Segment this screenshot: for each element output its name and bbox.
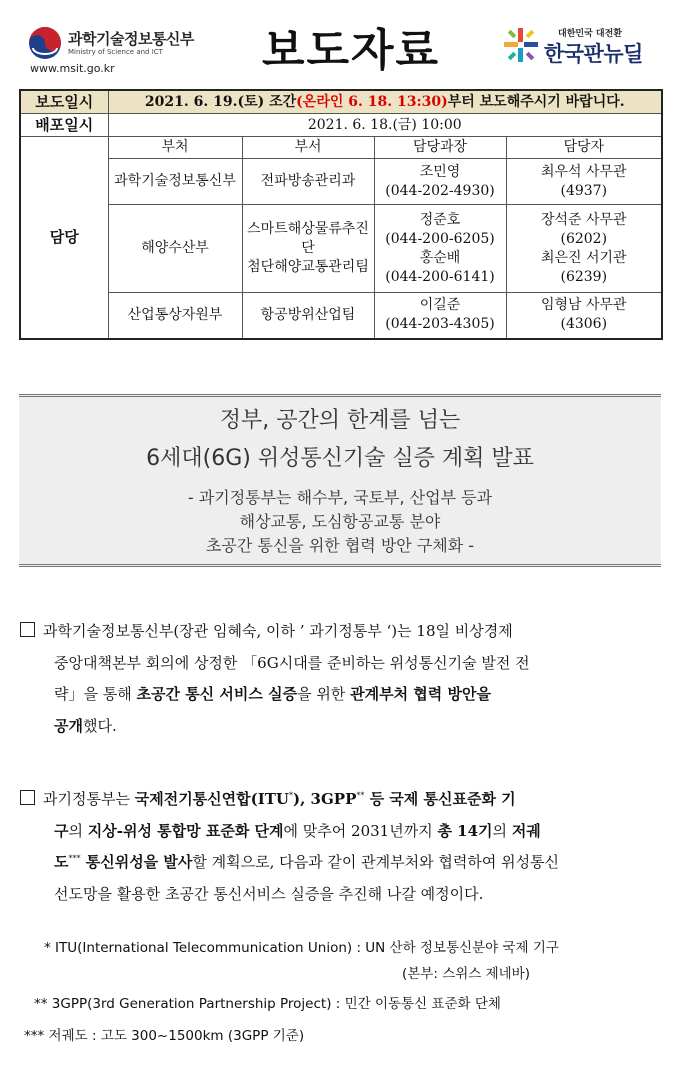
- paragraph-line: [20, 847, 668, 879]
- distribution-label: 배포일시: [20, 114, 108, 137]
- paragraph-text: 할 계획으로, 다음과 같이 관계부처와 협력하여 위성통신: [192, 853, 560, 871]
- ministry-logo: [28, 22, 238, 75]
- director-name: 조민영: [419, 163, 461, 180]
- staff-name: 임형남 사무관: [540, 297, 627, 314]
- emphasis-text: 관계부처 협력 방안을: [350, 685, 491, 703]
- staff-name: 장석준 사무관: [540, 211, 627, 228]
- paragraph-line: [20, 711, 668, 743]
- checkbox-bullet-icon: [20, 790, 35, 805]
- contact-director: [374, 159, 506, 205]
- contact-row-motie: [20, 293, 662, 339]
- contact-staff: [506, 293, 662, 339]
- embargo-online-time: (온라인 6. 18. 13:30): [296, 93, 448, 110]
- subheadline-line-1: - 과기정통부는 해수부, 국토부, 산업부 등과: [187, 488, 493, 507]
- staff-name: 최은진 서기관: [540, 249, 627, 266]
- footnote-3gpp: ** 3GPP(3rd Generation Partnership Project) : 민간 이동통신 표준화 단체: [34, 996, 501, 1012]
- contact-department: 전파방송관리과: [242, 159, 374, 205]
- column-header-director: 담당과장: [374, 137, 506, 159]
- new-deal-mark-icon: [502, 26, 540, 64]
- column-header-ministry: 부처: [108, 137, 242, 159]
- paragraph-line: 중앙대책본부 회의에 상정한 「6G시대를 준비하는 위성통신기술 발전 전: [54, 653, 530, 672]
- emphasis-text: 구: [54, 821, 69, 840]
- headline-line-2: 6세대(6G) 위성통신기술 실증 계획 발표: [146, 446, 534, 471]
- footnote-leo: *** 저궤도 : 고도 300~1500km (3GPP 기준): [24, 1028, 305, 1044]
- emphasis-text: 국제전기통신연합(ITU: [134, 790, 289, 808]
- contact-department: 항공방위산업팀: [242, 293, 374, 339]
- director-phone: (044-202-4930): [385, 182, 495, 199]
- contact-director: [374, 205, 506, 293]
- footnote-marker: **: [356, 791, 365, 800]
- headline-box: [19, 394, 661, 567]
- distribution-value: 2021. 6. 18.(금) 10:00: [108, 114, 662, 137]
- column-header-staff: 담당자: [506, 137, 662, 159]
- embargo-label: 보도일시: [20, 90, 108, 114]
- paragraph-text: 략」을 통해: [54, 685, 137, 703]
- column-header-department: 부서: [242, 137, 374, 159]
- emphasis-text: 도: [54, 853, 69, 871]
- emphasis-text: 통신위성을 발사: [80, 853, 193, 871]
- staff-phone: (6239): [560, 268, 608, 285]
- staff-phone: (4937): [560, 182, 608, 199]
- director-name: 홍순배: [419, 249, 461, 266]
- paragraph-text: 과기정통부는: [43, 790, 135, 808]
- emphasis-text: 총 14기: [437, 821, 493, 840]
- footnote-itu: * ITU(International Telecommunication Union) : UN 산하 정보통신분야 국제 기구: [44, 940, 559, 956]
- emphasis-text: 초공간 통신 서비스 실증: [136, 685, 298, 703]
- paragraph-text: 을 위한: [297, 685, 351, 703]
- taegeuk-emblem-icon: [28, 26, 62, 60]
- paragraph-text: 과학기술정보통신부(장관 임혜숙, 이하 ’ 과기정통부 ‘)는 18일 비상경제: [43, 622, 513, 640]
- paragraph-text: 에 맞추어 2031년까지: [283, 821, 438, 840]
- ministry-url: www.msit.go.kr: [30, 62, 115, 75]
- director-phone: (044-200-6205): [385, 230, 495, 247]
- distribution-row: [20, 114, 662, 137]
- new-deal-tagline: 대한민국 대전환: [558, 29, 622, 39]
- subheadline-line-3: 초공간 통신을 위한 협력 방안 구체화 -: [205, 536, 475, 555]
- paragraph-text: 의: [492, 821, 512, 840]
- emphasis-text: 지상-위성 통합망 표준화 단계: [87, 821, 284, 840]
- paragraph-line: 선도망을 활용한 초공간 통신서비스 실증을 추진해 나갈 예정이다.: [54, 884, 484, 903]
- footnote-marker: ***: [68, 854, 81, 863]
- contact-header-row: [20, 137, 662, 159]
- contact-row-msit: [20, 159, 662, 205]
- release-info-table: [19, 89, 663, 340]
- document-type-title: 보도자료: [262, 25, 441, 76]
- staff-name: 최우석 사무관: [540, 163, 627, 180]
- paragraph-line: [20, 784, 668, 816]
- staff-phone: (6202): [560, 230, 608, 247]
- director-phone: (044-200-6141): [385, 268, 495, 285]
- embargo-value: [108, 90, 662, 114]
- paragraph-line: [20, 816, 668, 848]
- director-phone: (044-203-4305): [385, 316, 495, 333]
- director-name: 정준호: [419, 211, 461, 228]
- contact-staff: [506, 205, 662, 293]
- paragraph-text: 했다.: [82, 716, 117, 735]
- checkbox-bullet-icon: [20, 622, 35, 637]
- embargo-note: 부터 보도해주시기 바랍니다.: [447, 93, 625, 110]
- subheadline-line-2: 해상교통, 도심항공교통 분야: [239, 512, 441, 531]
- embargo-date: 2021. 6. 19.(토) 조간: [144, 93, 297, 110]
- contact-department: [242, 205, 374, 293]
- paragraph-line: [20, 679, 668, 711]
- contact-ministry: 과학기술정보통신부: [108, 159, 242, 205]
- contact-row-mof: [20, 205, 662, 293]
- emphasis-text: ), 3GPP: [293, 790, 357, 808]
- headline-line-1: 정부, 공간의 한계를 넘는: [219, 408, 461, 433]
- embargo-row: [20, 90, 662, 114]
- contact-director: [374, 293, 506, 339]
- paragraph-line: [20, 616, 668, 648]
- korean-new-deal-logo: [502, 22, 672, 72]
- body-paragraph-1: [20, 616, 668, 742]
- contact-ministry: 해양수산부: [108, 205, 242, 293]
- footnote-marker: *: [289, 791, 293, 800]
- director-name: 이길준: [419, 297, 461, 314]
- body-paragraph-2: [20, 784, 668, 910]
- ministry-name-english: Ministry of Science and ICT: [68, 48, 163, 56]
- ministry-name: 과학기술정보통신부: [68, 30, 194, 48]
- new-deal-name: 한국판뉴딜: [544, 42, 643, 66]
- contact-ministry: 산업통상자원부: [108, 293, 242, 339]
- emphasis-text: 저궤: [511, 821, 541, 840]
- contact-staff: [506, 159, 662, 205]
- emphasis-text: 공개: [54, 716, 83, 735]
- department-name: 스마트해상물류추진단: [247, 221, 369, 256]
- document-header: [0, 0, 689, 88]
- paragraph-text: 의: [68, 821, 88, 840]
- emphasis-text: 등 국제 통신표준화 기: [364, 790, 516, 808]
- staff-phone: (4306): [560, 316, 608, 333]
- contact-label: 담당: [20, 137, 108, 339]
- footnote-itu-hq: (본부: 스위스 제네바): [402, 966, 530, 982]
- department-name: 첨단해양교통관리팀: [247, 259, 369, 275]
